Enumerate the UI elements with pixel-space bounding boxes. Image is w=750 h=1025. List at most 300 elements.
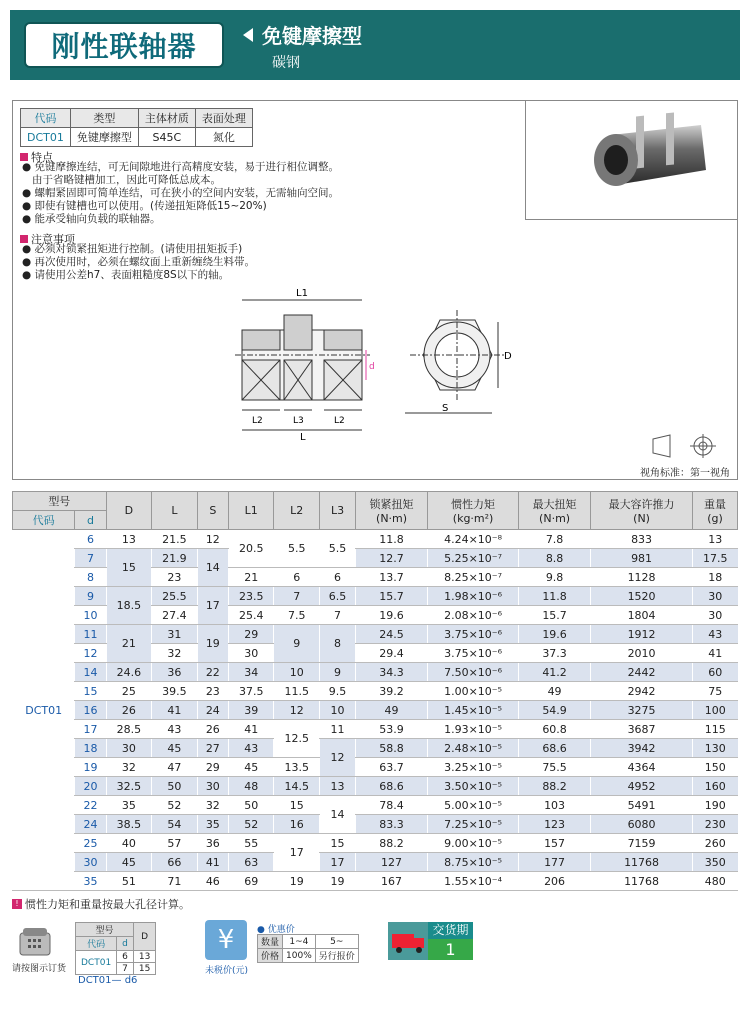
- cell-L: 41: [152, 701, 198, 720]
- cell-th: 4952: [591, 777, 693, 796]
- cell-m: 68.6: [519, 739, 591, 758]
- material-label: 碳钢: [272, 55, 300, 71]
- cell-L1: 52: [228, 815, 274, 834]
- feature-item: 由于省略键槽加工，因此可降低总成本。: [32, 174, 222, 186]
- cell-m: 206: [519, 872, 591, 891]
- cell-t: 127: [356, 853, 428, 872]
- cell-w: 100: [693, 701, 738, 720]
- cell-th: 1520: [591, 587, 693, 606]
- cell-t: 11.8: [356, 530, 428, 549]
- cell-i: 2.08×10⁻⁶: [428, 606, 519, 625]
- cell-L1: 50: [228, 796, 274, 815]
- disc-price-label: 价格: [258, 949, 283, 963]
- feature-item: ● 能承受轴向负载的联轴器。: [22, 213, 161, 225]
- cell-L: 66: [152, 853, 198, 872]
- order-d2: 7: [117, 963, 134, 975]
- d-cell: 20: [75, 777, 106, 796]
- cell-D: 38.5: [106, 815, 152, 834]
- table-row: [13, 720, 738, 739]
- d-cell: 24: [75, 815, 106, 834]
- cell-L: 39.5: [152, 682, 198, 701]
- cell-t: 63.7: [356, 758, 428, 777]
- cell-L3: 7: [320, 606, 356, 625]
- table-row: [13, 834, 738, 853]
- disc-qty2: 5~: [315, 935, 358, 949]
- cell-S: 35: [197, 815, 228, 834]
- cell-S: 26: [197, 720, 228, 739]
- discount-table: [257, 934, 359, 963]
- footnote-text: 惯性力矩和重量按最大孔径计算。: [25, 898, 190, 911]
- disc-p2: 另行报价: [315, 949, 358, 963]
- cell-t: 19.6: [356, 606, 428, 625]
- footnote: [12, 896, 190, 912]
- cell-th: 5491: [591, 796, 693, 815]
- cell-w: 350: [693, 853, 738, 872]
- cell-L1: 55: [228, 834, 274, 853]
- d-cell: 11: [75, 625, 106, 644]
- cell-L1: 34: [228, 663, 274, 682]
- cell-t: 24.5: [356, 625, 428, 644]
- spec-header-type: 类型: [70, 109, 138, 128]
- cell-L3: 14: [320, 796, 356, 834]
- cell-th: 11768: [591, 853, 693, 872]
- product-photo: [525, 100, 738, 220]
- cell-m: 103: [519, 796, 591, 815]
- cell-i: 8.75×10⁻⁵: [428, 853, 519, 872]
- table-body: [13, 530, 738, 891]
- cell-i: 3.75×10⁻⁶: [428, 644, 519, 663]
- table-row: [13, 815, 738, 834]
- cell-m: 54.9: [519, 701, 591, 720]
- cell-L1: 30: [228, 644, 274, 663]
- header-L1: L1: [228, 492, 274, 530]
- cell-L1: 69: [228, 872, 274, 891]
- header-D: D: [106, 492, 152, 530]
- cell-S: 24: [197, 701, 228, 720]
- notes-heading-text: 注意事项: [31, 233, 75, 246]
- title-box: [24, 22, 224, 68]
- cell-D: 45: [106, 853, 152, 872]
- features-list: [22, 161, 339, 226]
- cell-L2: 5.5: [274, 530, 320, 568]
- cell-th: 833: [591, 530, 693, 549]
- cell-L3: 5.5: [320, 530, 356, 568]
- d-cell: 19: [75, 758, 106, 777]
- cell-D: 40: [106, 834, 152, 853]
- cell-S: 36: [197, 834, 228, 853]
- code-cell: DCT01: [13, 530, 75, 891]
- note-item: ● 再次使用时，必须在螺纹面上重新缠绕生料带。: [22, 256, 255, 268]
- cell-D: 21: [106, 625, 152, 663]
- cell-L2: 12: [274, 701, 320, 720]
- order-label: 请按图示订货: [12, 964, 67, 974]
- price-label: 未税价(元): [205, 966, 249, 976]
- cell-w: 30: [693, 606, 738, 625]
- phone-icon: [18, 925, 52, 959]
- cell-D: 25: [106, 682, 152, 701]
- cell-L3: 6.5: [320, 587, 356, 606]
- cell-w: 480: [693, 872, 738, 891]
- table-row: [13, 872, 738, 891]
- cell-w: 190: [693, 796, 738, 815]
- spec-material: S45C: [138, 128, 195, 147]
- cell-w: 18: [693, 568, 738, 587]
- product-subtitle: 免键摩擦型: [262, 24, 362, 48]
- cell-L1: 20.5: [228, 530, 274, 568]
- cell-m: 15.7: [519, 606, 591, 625]
- cell-S: 14: [197, 549, 228, 587]
- header-inertia: 惯性力矩 (kg·m²): [428, 492, 519, 530]
- cell-t: 68.6: [356, 777, 428, 796]
- cell-m: 7.8: [519, 530, 591, 549]
- cell-i: 3.75×10⁻⁶: [428, 625, 519, 644]
- cell-w: 260: [693, 834, 738, 853]
- cell-t: 49: [356, 701, 428, 720]
- cell-th: 4364: [591, 758, 693, 777]
- table-row: [13, 796, 738, 815]
- header-L: L: [152, 492, 198, 530]
- cell-L: 21.5: [152, 530, 198, 549]
- cell-S: 19: [197, 625, 228, 663]
- order-D1: 13: [133, 951, 155, 963]
- cell-th: 2442: [591, 663, 693, 682]
- cell-i: 4.24×10⁻⁸: [428, 530, 519, 549]
- cell-L: 71: [152, 872, 198, 891]
- feature-item: ● 免键摩擦连结，可无间隙地进行高精度安装，易于进行相位调整。: [22, 161, 339, 173]
- square-icon: [20, 153, 28, 161]
- table-row: [13, 625, 738, 644]
- cell-L1: 45: [228, 758, 274, 777]
- cell-t: 58.8: [356, 739, 428, 758]
- cell-L2: 11.5: [274, 682, 320, 701]
- cell-t: 39.2: [356, 682, 428, 701]
- d-cell: 7: [75, 549, 106, 568]
- d-cell: 9: [75, 587, 106, 606]
- cell-m: 88.2: [519, 777, 591, 796]
- cell-L3: 9: [320, 663, 356, 682]
- header-L3: L3: [320, 492, 356, 530]
- header-S: S: [197, 492, 228, 530]
- cell-L1: 41: [228, 720, 274, 739]
- cell-D: 13: [106, 530, 152, 549]
- d-cell: 10: [75, 606, 106, 625]
- cell-L3: 10: [320, 701, 356, 720]
- label-L: L: [300, 432, 306, 440]
- order-table: [75, 922, 156, 975]
- feature-item: ● 即使有键槽也可以使用。(传递扭矩降低15~20%): [22, 200, 267, 212]
- cell-S: 30: [197, 777, 228, 796]
- cell-L: 31: [152, 625, 198, 644]
- cell-th: 1804: [591, 606, 693, 625]
- cell-S: 41: [197, 853, 228, 872]
- cell-t: 34.3: [356, 663, 428, 682]
- cell-L1: 48: [228, 777, 274, 796]
- cell-th: 7159: [591, 834, 693, 853]
- cell-i: 3.25×10⁻⁵: [428, 758, 519, 777]
- cell-th: 2942: [591, 682, 693, 701]
- delivery-days: 1: [428, 939, 473, 960]
- note-item: ● 必须对锁紧扭矩进行控制。(请使用扭矩扳手): [22, 243, 243, 255]
- cell-t: 78.4: [356, 796, 428, 815]
- cell-L2: 16: [274, 815, 320, 834]
- cell-L2: 14.5: [274, 777, 320, 796]
- info-icon: !: [12, 899, 22, 909]
- cell-w: 160: [693, 777, 738, 796]
- cell-t: 53.9: [356, 720, 428, 739]
- cell-i: 3.50×10⁻⁵: [428, 777, 519, 796]
- d-cell: 15: [75, 682, 106, 701]
- header-banner: [10, 10, 740, 80]
- cell-th: 3942: [591, 739, 693, 758]
- cell-w: 60: [693, 663, 738, 682]
- cell-L3: 11: [320, 720, 356, 739]
- cell-L2: 15: [274, 796, 320, 815]
- disc-p1: 100%: [283, 949, 316, 963]
- cell-w: 150: [693, 758, 738, 777]
- cell-w: 43: [693, 625, 738, 644]
- spec-code: DCT01: [21, 128, 71, 147]
- cell-L3: 6: [320, 568, 356, 587]
- spec-header-code: 代码: [21, 109, 71, 128]
- cell-L: 54: [152, 815, 198, 834]
- cell-m: 11.8: [519, 587, 591, 606]
- spec-table: [20, 108, 253, 147]
- d-cell: 35: [75, 872, 106, 891]
- cell-t: 88.2: [356, 834, 428, 853]
- cell-L2: 13.5: [274, 758, 320, 777]
- header-L2: L2: [274, 492, 320, 530]
- table-row: [13, 758, 738, 777]
- technical-drawing: [230, 285, 520, 440]
- cell-t: 83.3: [356, 815, 428, 834]
- cell-L2: 7: [274, 587, 320, 606]
- cell-L1: 21: [228, 568, 274, 587]
- cell-D: 32: [106, 758, 152, 777]
- cell-L3: 15: [320, 834, 356, 853]
- cell-w: 75: [693, 682, 738, 701]
- cell-L2: 10: [274, 663, 320, 682]
- cell-i: 1.93×10⁻⁵: [428, 720, 519, 739]
- d-cell: 16: [75, 701, 106, 720]
- cell-th: 2010: [591, 644, 693, 663]
- cell-L3: 13: [320, 777, 356, 796]
- cell-D: 24.6: [106, 663, 152, 682]
- cell-L1: 25.4: [228, 606, 274, 625]
- table-row: [13, 701, 738, 720]
- disc-qty-label: 数量: [258, 935, 283, 949]
- cell-t: 167: [356, 872, 428, 891]
- spec-type: 免键摩擦型: [70, 128, 138, 147]
- cell-L3: 8: [320, 625, 356, 663]
- d-cell: 25: [75, 834, 106, 853]
- cell-S: 12: [197, 530, 228, 549]
- cell-D: 30: [106, 739, 152, 758]
- cell-S: 27: [197, 739, 228, 758]
- cell-i: 7.25×10⁻⁵: [428, 815, 519, 834]
- cell-t: 15.7: [356, 587, 428, 606]
- cell-th: 1912: [591, 625, 693, 644]
- cell-m: 9.8: [519, 568, 591, 587]
- cell-L2: 19: [274, 872, 320, 891]
- cell-m: 49: [519, 682, 591, 701]
- cell-w: 13: [693, 530, 738, 549]
- cell-L1: 63: [228, 853, 274, 872]
- cell-L1: 29: [228, 625, 274, 644]
- cell-th: 3275: [591, 701, 693, 720]
- cell-m: 123: [519, 815, 591, 834]
- cell-w: 17.5: [693, 549, 738, 568]
- cell-L: 57: [152, 834, 198, 853]
- cell-i: 1.00×10⁻⁵: [428, 682, 519, 701]
- cell-L2: 17: [274, 834, 320, 872]
- order-example: DCT01— d6: [78, 975, 138, 986]
- cell-w: 41: [693, 644, 738, 663]
- cell-th: 981: [591, 549, 693, 568]
- cell-S: 29: [197, 758, 228, 777]
- cell-th: 6080: [591, 815, 693, 834]
- cell-D: 28.5: [106, 720, 152, 739]
- spec-header-surface: 表面处理: [195, 109, 252, 128]
- truck-icon: [388, 922, 428, 960]
- header-torque: 锁紧扭矩 (N·m): [356, 492, 428, 530]
- table-row: [13, 777, 738, 796]
- cell-w: 30: [693, 587, 738, 606]
- cell-L: 23: [152, 568, 198, 587]
- order-h-D: D: [133, 923, 155, 951]
- header-weight: 重量 (g): [693, 492, 738, 530]
- cell-t: 13.7: [356, 568, 428, 587]
- spec-surface: 氮化: [195, 128, 252, 147]
- cell-m: 19.6: [519, 625, 591, 644]
- cell-D: 15: [106, 549, 152, 587]
- cell-S: 17: [197, 587, 228, 625]
- cell-L2: 9: [274, 625, 320, 663]
- order-h-model: 型号: [76, 923, 134, 937]
- cell-i: 1.45×10⁻⁵: [428, 701, 519, 720]
- cell-L3: 12: [320, 739, 356, 777]
- cell-S: 46: [197, 872, 228, 891]
- delivery-heading: 交货期: [428, 922, 473, 939]
- label-L2-left: L2: [252, 416, 263, 426]
- label-L1: L1: [296, 288, 308, 299]
- cell-L: 52: [152, 796, 198, 815]
- view-standard-label: 视角标准：第一视角: [640, 468, 730, 479]
- table-row: [13, 739, 738, 758]
- cell-m: 60.8: [519, 720, 591, 739]
- cell-L2: 12.5: [274, 720, 320, 758]
- header-code: 代码: [13, 511, 75, 530]
- cell-m: 8.8: [519, 549, 591, 568]
- features-heading-text: 特点: [31, 151, 53, 164]
- cell-th: 1128: [591, 568, 693, 587]
- cell-w: 115: [693, 720, 738, 739]
- cell-w: 230: [693, 815, 738, 834]
- cell-L3: 9.5: [320, 682, 356, 701]
- header-model: 型号: [13, 492, 107, 511]
- cell-L1: 37.5: [228, 682, 274, 701]
- cell-th: 3687: [591, 720, 693, 739]
- view-icon: [648, 433, 723, 461]
- label-d: d: [369, 362, 375, 372]
- label-L2-right: L2: [334, 416, 345, 426]
- header-thrust: 最大容许推力 (N): [591, 492, 693, 530]
- cell-D: 51: [106, 872, 152, 891]
- cell-L: 43: [152, 720, 198, 739]
- table-row: [13, 663, 738, 682]
- cell-i: 8.25×10⁻⁷: [428, 568, 519, 587]
- cell-L2: 7.5: [274, 606, 320, 625]
- d-cell: 14: [75, 663, 106, 682]
- table-row: [13, 549, 738, 568]
- cell-L: 36: [152, 663, 198, 682]
- cell-t: 29.4: [356, 644, 428, 663]
- cell-m: 157: [519, 834, 591, 853]
- yen-icon: ¥: [205, 920, 247, 960]
- spec-header-material: 主体材质: [138, 109, 195, 128]
- disc-qty1: 1~4: [283, 935, 316, 949]
- header-max-torque: 最大扭矩 (N·m): [519, 492, 591, 530]
- cell-D: 32.5: [106, 777, 152, 796]
- discount-heading: ● 优惠价: [257, 925, 295, 935]
- cell-L: 27.4: [152, 606, 198, 625]
- d-cell: 17: [75, 720, 106, 739]
- note-item: ● 请使用公差h7、表面粗糙度8S以下的轴。: [22, 269, 230, 281]
- cell-th: 11768: [591, 872, 693, 891]
- feature-item: ● 螺帽紧固即可简单连结，可在狭小的空间内安装，无需轴向空间。: [22, 187, 339, 199]
- cell-m: 37.3: [519, 644, 591, 663]
- cell-t: 12.7: [356, 549, 428, 568]
- order-h-code: 代码: [76, 937, 117, 951]
- table-row: [13, 853, 738, 872]
- label-D: D: [504, 351, 512, 362]
- arrow-icon: [243, 28, 253, 42]
- cell-L: 21.9: [152, 549, 198, 568]
- cell-L1: 23.5: [228, 587, 274, 606]
- page-title: 刚性联轴器: [51, 30, 197, 63]
- d-cell: 30: [75, 853, 106, 872]
- notes-list: [22, 243, 255, 282]
- order-h-d: d: [117, 937, 134, 951]
- cell-L2: 6: [274, 568, 320, 587]
- cell-m: 75.5: [519, 758, 591, 777]
- cell-L: 45: [152, 739, 198, 758]
- cell-D: 18.5: [106, 587, 152, 625]
- cell-L: 47: [152, 758, 198, 777]
- header-d: d: [75, 511, 106, 530]
- cell-m: 41.2: [519, 663, 591, 682]
- cell-i: 7.50×10⁻⁶: [428, 663, 519, 682]
- cell-L3: 17: [320, 853, 356, 872]
- cell-D: 26: [106, 701, 152, 720]
- label-L3: L3: [293, 416, 304, 426]
- cell-S: 22: [197, 663, 228, 682]
- dimension-table: [12, 491, 738, 891]
- cell-L1: 39: [228, 701, 274, 720]
- d-cell: 6: [75, 530, 106, 549]
- cell-L1: 43: [228, 739, 274, 758]
- cell-S: 32: [197, 796, 228, 815]
- d-cell: 22: [75, 796, 106, 815]
- d-cell: 8: [75, 568, 106, 587]
- cell-L: 50: [152, 777, 198, 796]
- cell-L3: 19: [320, 872, 356, 891]
- cell-i: 2.48×10⁻⁵: [428, 739, 519, 758]
- square-icon: [20, 235, 28, 243]
- order-code: DCT01: [76, 951, 117, 975]
- cell-D: 35: [106, 796, 152, 815]
- cell-m: 177: [519, 853, 591, 872]
- label-S: S: [442, 403, 449, 414]
